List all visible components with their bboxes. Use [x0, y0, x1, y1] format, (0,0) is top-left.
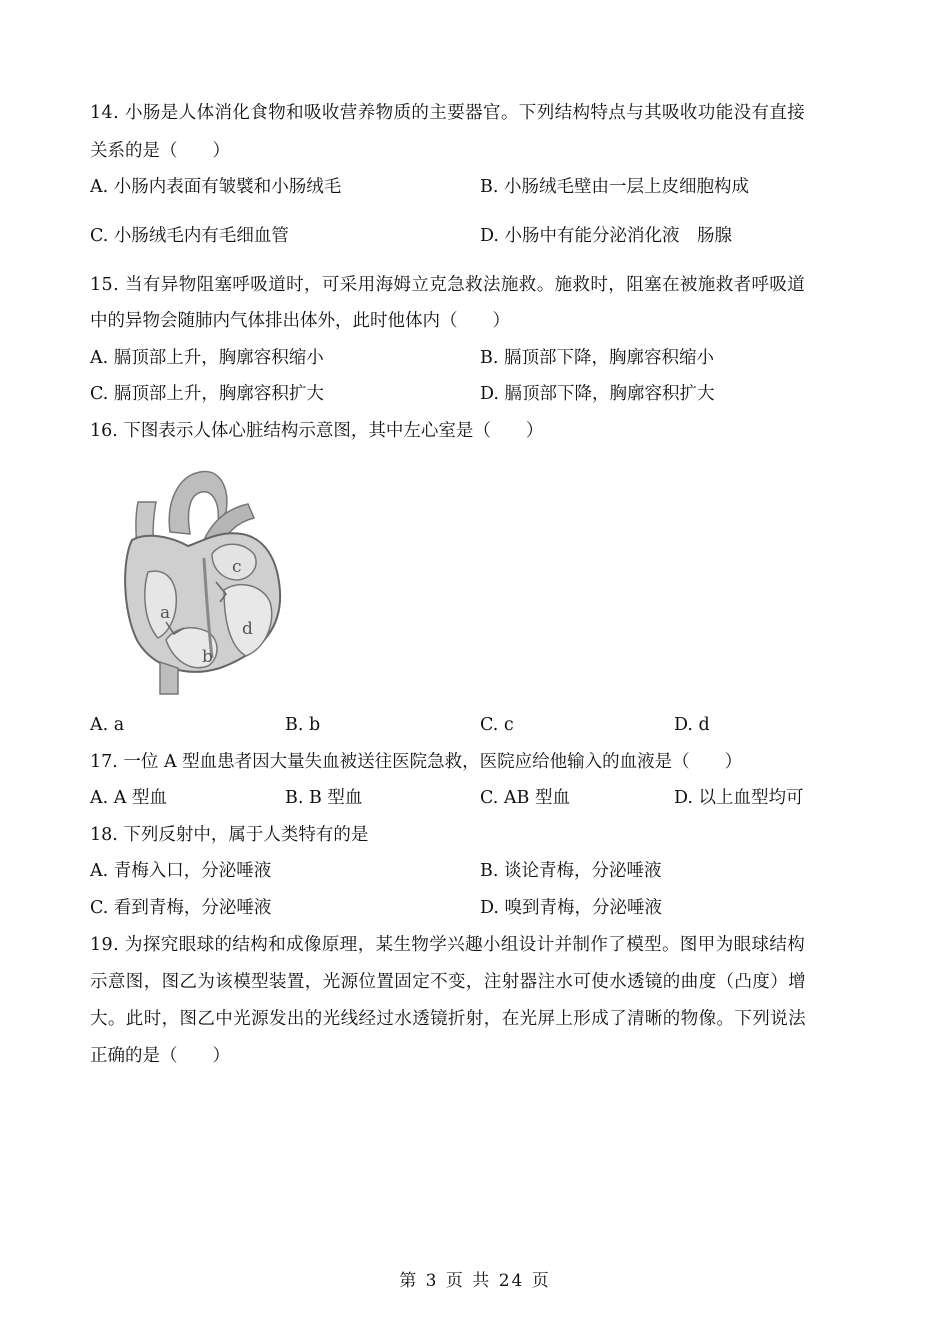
q18-option-b: B. 谈论青梅，分泌唾液: [480, 861, 662, 881]
q19-text-line4: 正确的是（ ）: [90, 1046, 230, 1066]
label-d: d: [242, 619, 253, 639]
q19-text-line2: 示意图，图乙为该模型装置，光源位置固定不变，注射器注水可使水透镜的曲度（凸度）增: [90, 972, 806, 992]
q16-option-a: A. a: [90, 715, 125, 735]
q19-text-line1: 19. 为探究眼球的结构和成像原理，某生物学兴趣小组设计并制作了模型。图甲为眼球结构: [90, 935, 806, 955]
q19-text-line3: 大。此时，图乙中光源发出的光线经过水透镜折射，在光屏上形成了清晰的物像。下列说法: [90, 1009, 806, 1029]
q15-option-b: B. 膈顶部下降，胸廓容积缩小: [480, 348, 714, 368]
q16-option-b: B. b: [285, 715, 321, 735]
q18-text: 18. 下列反射中，属于人类特有的是: [90, 825, 369, 845]
q15-option-c: C. 膈顶部上升，胸廓容积扩大: [90, 384, 324, 404]
heart-diagram: [108, 462, 288, 698]
label-a: a: [160, 603, 171, 623]
q18-option-d: D. 嗅到青梅，分泌唾液: [480, 898, 663, 918]
q15-option-a: A. 膈顶部上升，胸廓容积缩小: [90, 348, 324, 368]
q15-option-d: D. 膈顶部下降，胸廓容积扩大: [480, 384, 715, 404]
q16-text: 16. 下图表示人体心脏结构示意图，其中左心室是（ ）: [90, 421, 544, 441]
q15-text-line1: 15. 当有异物阻塞呼吸道时，可采用海姆立克急救法施救。施救时，阻塞在被施救者呼吸道: [90, 275, 806, 295]
q17-option-c: C. AB 型血: [480, 788, 570, 808]
q14-text-line1: 14. 小肠是人体消化食物和吸收营养物质的主要器官。下列结构特点与其吸收功能没有直接: [90, 103, 806, 123]
q14-option-c: C. 小肠绒毛内有毛细血管: [90, 226, 289, 246]
q15-text-line2: 中的异物会随肺内气体排出体外，此时他体内（ ）: [90, 311, 510, 331]
q14-option-a: A. 小肠内表面有皱襞和小肠绒毛: [90, 177, 342, 197]
q16-option-d: D. d: [674, 715, 710, 735]
q14-text-line2: 关系的是（ ）: [90, 141, 230, 161]
q18-option-c: C. 看到青梅，分泌唾液: [90, 898, 272, 918]
q17-option-b: B. B 型血: [285, 788, 363, 808]
q14-option-b: B. 小肠绒毛壁由一层上皮细胞构成: [480, 177, 749, 197]
label-b: b: [202, 647, 213, 667]
q17-text: 17. 一位 A 型血患者因大量失血被送往医院急救，医院应给他输入的血液是（ ）: [90, 752, 743, 772]
label-c: c: [232, 557, 242, 577]
page-footer: 第 3 页 共 24 页: [399, 1271, 551, 1291]
q16-option-c: C. c: [480, 715, 514, 735]
q17-option-d: D. 以上血型均可: [674, 788, 804, 808]
heart-illustration: [108, 462, 288, 698]
q14-option-d: D. 小肠中有能分泌消化液 肠腺: [480, 226, 733, 246]
q18-option-a: A. 青梅入口，分泌唾液: [90, 861, 272, 881]
q17-option-a: A. A 型血: [90, 788, 167, 808]
